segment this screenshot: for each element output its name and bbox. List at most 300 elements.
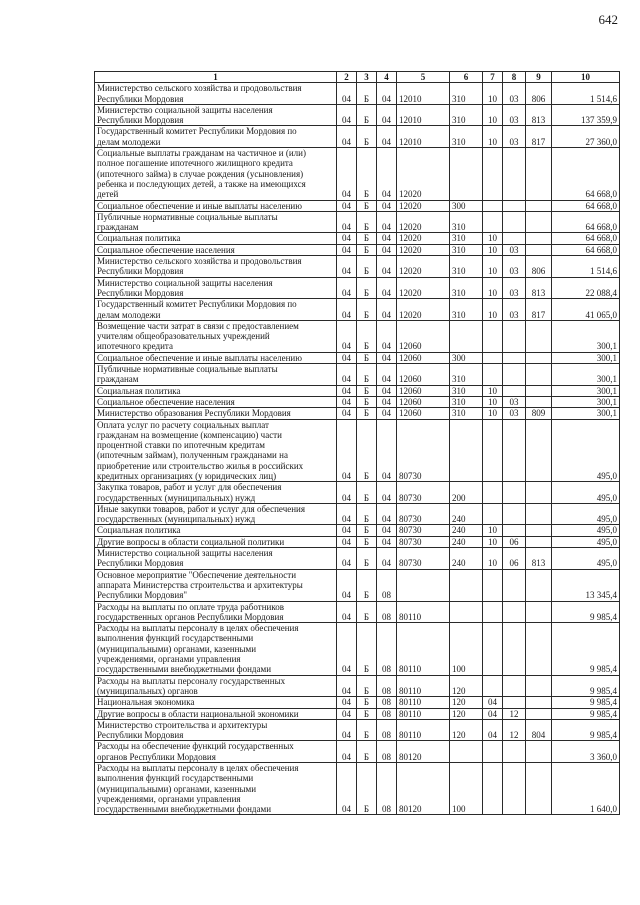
row-c8-cell <box>503 741 526 763</box>
row-c4-cell: 04 <box>377 503 397 525</box>
table-row <box>95 200 620 211</box>
row-c6-cell <box>450 741 483 763</box>
table-row <box>95 126 620 148</box>
row-c10-cell: 64 668,0 <box>552 200 620 211</box>
table-row <box>95 320 620 352</box>
row-c2-cell: 04 <box>337 104 357 126</box>
row-c5-cell: 12060 <box>397 385 450 396</box>
row-c6-cell: 310 <box>450 385 483 396</box>
row-name-cell <box>95 256 337 278</box>
row-name-line: Министерство образования Республики Мордовия <box>97 408 291 419</box>
row-c5-cell: 80120 <box>397 763 450 815</box>
row-c8-cell: 03 <box>503 277 526 299</box>
row-c10-cell: 495,0 <box>552 548 620 570</box>
row-c5-cell: 12020 <box>397 277 450 299</box>
row-c3-cell: Б <box>357 408 377 419</box>
row-c7-cell <box>483 200 503 211</box>
row-c7-cell <box>483 741 503 763</box>
row-c4-cell: 04 <box>377 211 397 233</box>
row-name-line: (ипотечным займам), полученным гражданами на <box>97 450 288 461</box>
row-c10-cell: 495,0 <box>552 482 620 504</box>
row-c5-cell: 12020 <box>397 148 450 200</box>
row-c4-cell: 04 <box>377 104 397 126</box>
row-c3-cell: Б <box>357 419 377 482</box>
row-c10-cell: 27 360,0 <box>552 126 620 148</box>
row-c5-cell: 80730 <box>397 482 450 504</box>
row-c8-cell <box>503 525 526 536</box>
row-c6-cell: 100 <box>450 623 483 675</box>
row-c7-cell <box>483 148 503 200</box>
row-c7-cell: 10 <box>483 104 503 126</box>
row-c3-cell: Б <box>357 569 377 601</box>
row-c8-cell: 03 <box>503 83 526 105</box>
row-c10-cell: 3 360,0 <box>552 741 620 763</box>
header-cell: 5 <box>397 72 450 83</box>
row-name-line: (муниципальными) органами, казенными <box>97 783 257 794</box>
row-c7-cell <box>483 503 503 525</box>
table-row <box>95 148 620 200</box>
row-name-line: Возмещение части затрат в связи с предоставлением <box>97 320 299 331</box>
row-c7-cell <box>483 320 503 352</box>
row-c9-cell <box>526 536 552 547</box>
row-c7-cell <box>483 675 503 697</box>
row-c5-cell: 12020 <box>397 299 450 321</box>
row-name-line: (ипотечного займа) в случае рождения (усыновления) <box>97 168 304 179</box>
row-c5-cell: 80120 <box>397 741 450 763</box>
row-c2-cell: 04 <box>337 148 357 200</box>
row-name-line: Министерство социальной защиты населения <box>97 277 273 288</box>
row-c6-cell: 310 <box>450 364 483 386</box>
row-name-cell <box>95 419 337 482</box>
row-name-line: Министерство социальной защиты населения <box>97 104 273 115</box>
row-c10-cell: 495,0 <box>552 525 620 536</box>
row-name-line: Основное мероприятие "Обеспечение деятельности <box>97 569 297 580</box>
row-c2-cell: 04 <box>337 320 357 352</box>
row-name-line: делам молодежи <box>97 309 161 320</box>
row-c8-cell <box>503 352 526 363</box>
row-name-cell <box>95 708 337 719</box>
row-name-cell <box>95 277 337 299</box>
row-c4-cell: 08 <box>377 763 397 815</box>
row-c4-cell: 08 <box>377 708 397 719</box>
row-c7-cell <box>483 364 503 386</box>
row-c3-cell: Б <box>357 83 377 105</box>
row-name-cell <box>95 148 337 200</box>
row-c8-cell <box>503 320 526 352</box>
row-c6-cell: 310 <box>450 408 483 419</box>
row-name-line: Иные закупки товаров, работ и услуг для обеспечения <box>97 503 305 514</box>
row-c7-cell: 10 <box>483 548 503 570</box>
row-c9-cell <box>526 675 552 697</box>
header-cell: 2 <box>337 72 357 83</box>
row-c5-cell: 80110 <box>397 601 450 623</box>
row-name-line: выполнения функций государственными <box>97 633 254 644</box>
row-c6-cell: 310 <box>450 299 483 321</box>
table-row <box>95 697 620 708</box>
row-c10-cell: 1 514,6 <box>552 256 620 278</box>
row-c2-cell: 04 <box>337 244 357 255</box>
row-c2-cell: 04 <box>337 708 357 719</box>
row-c9-cell <box>526 601 552 623</box>
row-name-line: Другие вопросы в области национальной экономики <box>97 708 299 719</box>
row-name-cell <box>95 211 337 233</box>
row-c7-cell: 10 <box>483 385 503 396</box>
table-row <box>95 482 620 504</box>
row-c7-cell: 10 <box>483 299 503 321</box>
row-c8-cell: 03 <box>503 244 526 255</box>
row-c5-cell: 80730 <box>397 503 450 525</box>
row-c10-cell: 495,0 <box>552 419 620 482</box>
table-row <box>95 569 620 601</box>
row-c4-cell: 04 <box>377 419 397 482</box>
row-c6-cell <box>450 148 483 200</box>
row-c2-cell: 04 <box>337 126 357 148</box>
row-c7-cell: 10 <box>483 525 503 536</box>
row-name-line: Национальная экономика <box>97 697 195 708</box>
row-c2-cell: 04 <box>337 396 357 407</box>
row-c6-cell <box>450 601 483 623</box>
table-header-row <box>95 72 620 83</box>
table-row <box>95 104 620 126</box>
row-name-line: государственными внебюджетными фондами <box>97 664 272 675</box>
row-c6-cell: 310 <box>450 233 483 244</box>
row-c5-cell: 80110 <box>397 675 450 697</box>
row-c8-cell <box>503 503 526 525</box>
row-name-cell <box>95 104 337 126</box>
row-c6-cell: 300 <box>450 352 483 363</box>
row-c10-cell: 41 065,0 <box>552 299 620 321</box>
row-c10-cell: 9 985,4 <box>552 708 620 719</box>
row-c2-cell: 04 <box>337 719 357 741</box>
row-c4-cell: 08 <box>377 719 397 741</box>
row-c4-cell: 08 <box>377 623 397 675</box>
row-c8-cell <box>503 482 526 504</box>
row-c2-cell: 04 <box>337 364 357 386</box>
row-c5-cell: 12060 <box>397 364 450 386</box>
row-c10-cell: 64 668,0 <box>552 148 620 200</box>
row-c3-cell: Б <box>357 697 377 708</box>
row-c4-cell: 08 <box>377 569 397 601</box>
row-c6-cell: 200 <box>450 482 483 504</box>
row-c9-cell <box>526 741 552 763</box>
row-c2-cell: 04 <box>337 569 357 601</box>
row-name-line: Государственный комитет Республики Мордовия по <box>97 126 297 137</box>
table-row <box>95 83 620 105</box>
row-c4-cell: 04 <box>377 244 397 255</box>
table-row <box>95 601 620 623</box>
row-name-cell <box>95 697 337 708</box>
row-c3-cell: Б <box>357 482 377 504</box>
row-c6-cell: 310 <box>450 211 483 233</box>
row-name-line: учреждениями, органами управления <box>97 793 241 804</box>
row-c10-cell: 22 088,4 <box>552 277 620 299</box>
row-name-line: органов Республики Мордовия <box>97 751 216 762</box>
row-c4-cell: 04 <box>377 320 397 352</box>
row-c10-cell: 300,1 <box>552 320 620 352</box>
row-c3-cell: Б <box>357 320 377 352</box>
row-c2-cell: 04 <box>337 385 357 396</box>
row-name-cell <box>95 364 337 386</box>
row-c8-cell <box>503 569 526 601</box>
row-c7-cell: 04 <box>483 719 503 741</box>
row-name-line: гражданам на возмещение (компенсацию) части <box>97 429 282 440</box>
row-c7-cell <box>483 352 503 363</box>
table-row <box>95 408 620 419</box>
row-c2-cell: 04 <box>337 299 357 321</box>
row-c7-cell <box>483 482 503 504</box>
row-c6-cell <box>450 320 483 352</box>
row-c9-cell <box>526 482 552 504</box>
row-c6-cell <box>450 419 483 482</box>
row-c6-cell: 240 <box>450 536 483 547</box>
row-c8-cell: 06 <box>503 536 526 547</box>
row-c4-cell: 04 <box>377 482 397 504</box>
row-c3-cell: Б <box>357 548 377 570</box>
row-c6-cell: 120 <box>450 697 483 708</box>
row-c2-cell: 04 <box>337 200 357 211</box>
table-row <box>95 419 620 482</box>
row-c2-cell: 04 <box>337 83 357 105</box>
row-c6-cell: 100 <box>450 763 483 815</box>
row-c3-cell: Б <box>357 741 377 763</box>
row-c2-cell: 04 <box>337 408 357 419</box>
row-name-cell <box>95 763 337 815</box>
row-name-line: Публичные нормативные социальные выплаты <box>97 364 278 375</box>
row-c9-cell: 806 <box>526 256 552 278</box>
row-c8-cell: 03 <box>503 408 526 419</box>
row-c9-cell <box>526 623 552 675</box>
row-c10-cell: 64 668,0 <box>552 211 620 233</box>
row-name-line: полное погашение ипотечного жилищного кредита <box>97 158 293 169</box>
row-c6-cell: 310 <box>450 256 483 278</box>
row-c4-cell: 04 <box>377 256 397 278</box>
row-c9-cell <box>526 385 552 396</box>
row-c5-cell: 12020 <box>397 256 450 278</box>
row-c9-cell: 813 <box>526 104 552 126</box>
row-c3-cell: Б <box>357 126 377 148</box>
table-row <box>95 385 620 396</box>
row-c4-cell: 08 <box>377 741 397 763</box>
row-c5-cell: 80730 <box>397 548 450 570</box>
row-c6-cell: 310 <box>450 83 483 105</box>
row-name-line: Республики Мордовия <box>97 730 184 741</box>
row-name-cell <box>95 126 337 148</box>
row-c2-cell: 04 <box>337 548 357 570</box>
row-c9-cell: 806 <box>526 83 552 105</box>
row-c5-cell: 80730 <box>397 536 450 547</box>
row-name-cell <box>95 299 337 321</box>
row-c6-cell: 120 <box>450 675 483 697</box>
row-name-cell <box>95 352 337 363</box>
row-c8-cell <box>503 697 526 708</box>
row-c8-cell: 06 <box>503 548 526 570</box>
row-name-line: Министерство строительства и архитектуры <box>97 719 268 730</box>
row-c7-cell: 10 <box>483 83 503 105</box>
row-name-line: Расходы на выплаты по оплате труда работников <box>97 601 284 612</box>
row-c4-cell: 04 <box>377 83 397 105</box>
row-c5-cell: 80730 <box>397 419 450 482</box>
row-c7-cell: 10 <box>483 126 503 148</box>
row-c9-cell <box>526 148 552 200</box>
row-name-cell <box>95 396 337 407</box>
row-c8-cell <box>503 419 526 482</box>
row-name-cell <box>95 244 337 255</box>
row-c4-cell: 08 <box>377 675 397 697</box>
row-name-line: Государственный комитет Республики Мордовия по <box>97 299 297 310</box>
row-name-line: аппарата Министерства строительства и архитектуры <box>97 579 303 590</box>
row-c10-cell: 64 668,0 <box>552 233 620 244</box>
row-c10-cell: 495,0 <box>552 536 620 547</box>
row-c9-cell <box>526 396 552 407</box>
row-name-cell <box>95 233 337 244</box>
row-c4-cell: 08 <box>377 601 397 623</box>
header-cell: 7 <box>483 72 503 83</box>
row-name-line: детей <box>97 189 119 200</box>
row-c8-cell: 12 <box>503 708 526 719</box>
row-c2-cell: 04 <box>337 525 357 536</box>
row-c9-cell <box>526 364 552 386</box>
row-c10-cell: 9 985,4 <box>552 675 620 697</box>
row-c3-cell: Б <box>357 623 377 675</box>
row-c7-cell <box>483 763 503 815</box>
row-c3-cell: Б <box>357 601 377 623</box>
row-c7-cell <box>483 623 503 675</box>
row-c3-cell: Б <box>357 364 377 386</box>
row-c5-cell: 12060 <box>397 396 450 407</box>
row-name-cell <box>95 675 337 697</box>
row-c3-cell: Б <box>357 244 377 255</box>
row-c4-cell: 08 <box>377 697 397 708</box>
row-name-line: государственными внебюджетными фондами <box>97 804 272 815</box>
row-c7-cell <box>483 601 503 623</box>
row-c4-cell: 04 <box>377 277 397 299</box>
row-c10-cell: 64 668,0 <box>552 244 620 255</box>
row-c8-cell <box>503 623 526 675</box>
row-c3-cell: Б <box>357 148 377 200</box>
row-name-line: гражданам <box>97 222 139 233</box>
row-c9-cell <box>526 211 552 233</box>
row-name-line: государственных органов Республики Мордовия <box>97 611 284 622</box>
row-c3-cell: Б <box>357 211 377 233</box>
row-name-cell <box>95 525 337 536</box>
row-c9-cell <box>526 419 552 482</box>
row-c5-cell: 12010 <box>397 104 450 126</box>
row-c3-cell: Б <box>357 503 377 525</box>
row-c6-cell: 240 <box>450 503 483 525</box>
row-c6-cell: 240 <box>450 548 483 570</box>
row-c6-cell: 310 <box>450 244 483 255</box>
page-number: 642 <box>598 12 618 27</box>
row-c3-cell: Б <box>357 675 377 697</box>
row-name-line: Социальное обеспечение и иные выплаты населению <box>97 200 302 211</box>
row-c8-cell: 12 <box>503 719 526 741</box>
row-c5-cell: 12020 <box>397 211 450 233</box>
row-c4-cell: 04 <box>377 396 397 407</box>
row-c7-cell: 10 <box>483 396 503 407</box>
row-c4-cell: 04 <box>377 408 397 419</box>
row-c7-cell <box>483 419 503 482</box>
row-c6-cell: 310 <box>450 277 483 299</box>
table-row <box>95 256 620 278</box>
row-c7-cell: 10 <box>483 233 503 244</box>
row-c7-cell: 10 <box>483 408 503 419</box>
row-name-cell <box>95 503 337 525</box>
row-c8-cell <box>503 211 526 233</box>
row-c9-cell: 813 <box>526 277 552 299</box>
header-cell: 10 <box>552 72 620 83</box>
row-c6-cell: 120 <box>450 708 483 719</box>
row-name-cell <box>95 385 337 396</box>
row-c6-cell: 240 <box>450 525 483 536</box>
row-name-line: гражданам <box>97 374 139 385</box>
row-c2-cell: 04 <box>337 601 357 623</box>
row-c10-cell: 300,1 <box>552 408 620 419</box>
row-name-line: Министерство сельского хозяйства и продовольствия <box>97 256 302 267</box>
row-c3-cell: Б <box>357 396 377 407</box>
row-c5-cell: 12020 <box>397 233 450 244</box>
row-c2-cell: 04 <box>337 503 357 525</box>
row-c10-cell: 300,1 <box>552 352 620 363</box>
table-row <box>95 244 620 255</box>
row-c8-cell <box>503 233 526 244</box>
row-c8-cell: 03 <box>503 126 526 148</box>
header-cell: 4 <box>377 72 397 83</box>
row-name-line: Закупка товаров, работ и услуг для обеспечения <box>97 482 282 493</box>
header-cell: 1 <box>95 72 337 83</box>
row-name-line: Республики Мордовия" <box>97 590 188 601</box>
row-c9-cell <box>526 244 552 255</box>
table-row <box>95 548 620 570</box>
row-name-line: Публичные нормативные социальные выплаты <box>97 211 278 222</box>
row-c3-cell: Б <box>357 352 377 363</box>
row-c3-cell: Б <box>357 525 377 536</box>
row-name-line: Социальная политика <box>97 385 181 396</box>
row-c5-cell: 12010 <box>397 126 450 148</box>
row-c6-cell: 310 <box>450 104 483 126</box>
row-c5-cell: 12060 <box>397 320 450 352</box>
row-c5-cell: 12020 <box>397 244 450 255</box>
table-row <box>95 536 620 547</box>
row-c9-cell <box>526 233 552 244</box>
row-name-line: процентной ставки по ипотечным кредитам <box>97 440 265 451</box>
header-cell: 8 <box>503 72 526 83</box>
row-c7-cell: 10 <box>483 277 503 299</box>
row-c7-cell: 04 <box>483 708 503 719</box>
row-c4-cell: 04 <box>377 200 397 211</box>
row-c10-cell: 9 985,4 <box>552 697 620 708</box>
row-c4-cell: 04 <box>377 525 397 536</box>
row-c4-cell: 04 <box>377 233 397 244</box>
row-name-cell <box>95 623 337 675</box>
table-row <box>95 211 620 233</box>
row-c2-cell: 04 <box>337 741 357 763</box>
row-name-line: Социальная политика <box>97 233 181 244</box>
row-c8-cell: 03 <box>503 299 526 321</box>
table-row <box>95 623 620 675</box>
row-name-line: Республики Мордовия <box>97 115 184 126</box>
row-c4-cell: 04 <box>377 126 397 148</box>
table-row <box>95 299 620 321</box>
row-c10-cell: 300,1 <box>552 396 620 407</box>
row-c5-cell: 80110 <box>397 708 450 719</box>
row-c6-cell: 310 <box>450 126 483 148</box>
row-c7-cell: 10 <box>483 256 503 278</box>
row-name-line: государственных (муниципальных) нужд <box>97 514 256 525</box>
row-c8-cell <box>503 200 526 211</box>
row-c8-cell: 03 <box>503 104 526 126</box>
row-c5-cell: 12010 <box>397 83 450 105</box>
row-c4-cell: 04 <box>377 385 397 396</box>
